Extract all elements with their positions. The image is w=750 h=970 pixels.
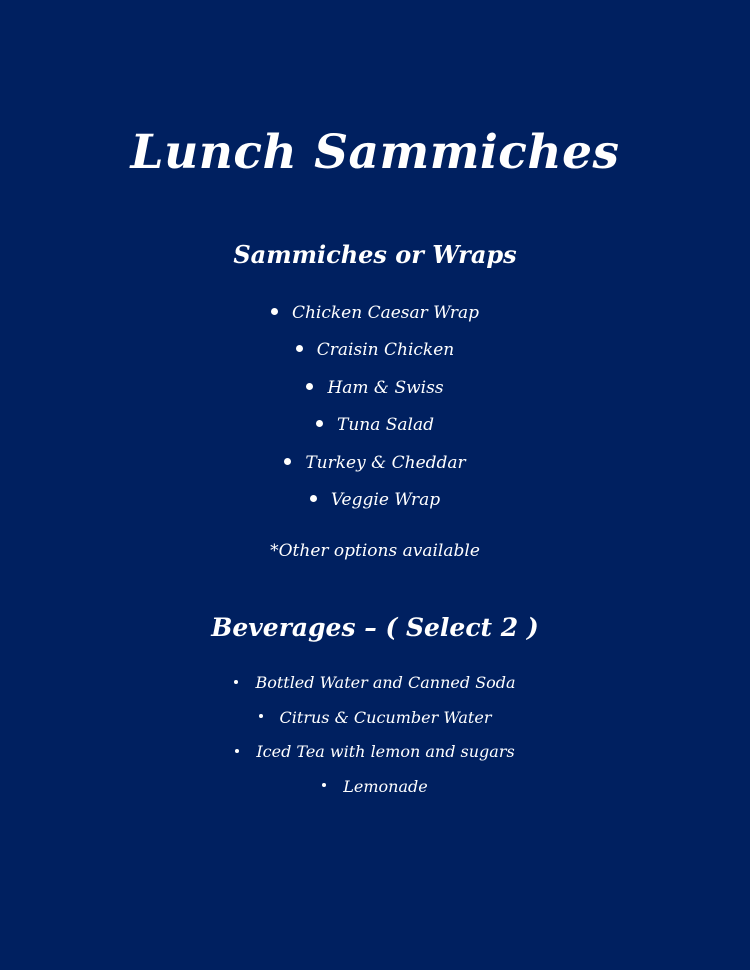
sandwich-item-chicken-caesar-wrap: [0, 299, 750, 336]
sandwich-item-tuna-salad: [0, 411, 750, 448]
beverages-list: [0, 670, 750, 808]
beverages-heading: Beverages – ( Select 2 ): [211, 612, 539, 642]
sandwich-item-label: Tuna Salad: [336, 415, 434, 436]
other-options-note: *Other options available: [270, 541, 480, 561]
bullet-icon: [316, 420, 323, 427]
bullet-icon: [306, 383, 313, 390]
bullet-icon: [310, 495, 317, 502]
sandwiches-heading: Sammiches or Wraps: [233, 239, 517, 269]
sandwich-item-label: Craisin Chicken: [316, 340, 455, 361]
beverage-item-lemonade: [0, 774, 750, 809]
sandwich-item-turkey-cheddar: [0, 449, 750, 486]
sandwich-item-label: Chicken Caesar Wrap: [291, 303, 480, 323]
sandwich-item-label: Ham & Swiss: [327, 377, 444, 398]
beverage-item-label: Lemonade: [343, 776, 428, 796]
bullet-icon: [259, 714, 263, 718]
beverage-item-label: Iced Tea with lemon and sugars: [256, 742, 515, 761]
bullet-icon: [271, 308, 278, 315]
sandwich-item-ham-swiss: [0, 374, 750, 411]
page-title: Lunch Sammiches: [130, 125, 620, 181]
bullet-icon: [284, 458, 291, 465]
bullet-icon: [296, 345, 303, 352]
bullet-icon: [235, 749, 239, 753]
beverage-item-bottled-water-soda: [0, 670, 750, 705]
beverage-item-citrus-cucumber-water: [0, 705, 750, 740]
sandwich-item-label: Turkey & Cheddar: [305, 452, 466, 473]
sandwich-item-veggie-wrap: [0, 486, 750, 523]
bullet-icon: [322, 783, 326, 787]
beverage-item-iced-tea: [0, 739, 750, 774]
beverage-item-label: Bottled Water and Canned Soda: [255, 673, 516, 692]
beverage-item-label: Citrus & Cucumber Water: [279, 707, 492, 727]
sandwiches-list: [0, 299, 750, 523]
sandwich-item-craisin-chicken: [0, 336, 750, 373]
bullet-icon: [234, 680, 238, 684]
sandwich-item-label: Veggie Wrap: [330, 489, 441, 510]
